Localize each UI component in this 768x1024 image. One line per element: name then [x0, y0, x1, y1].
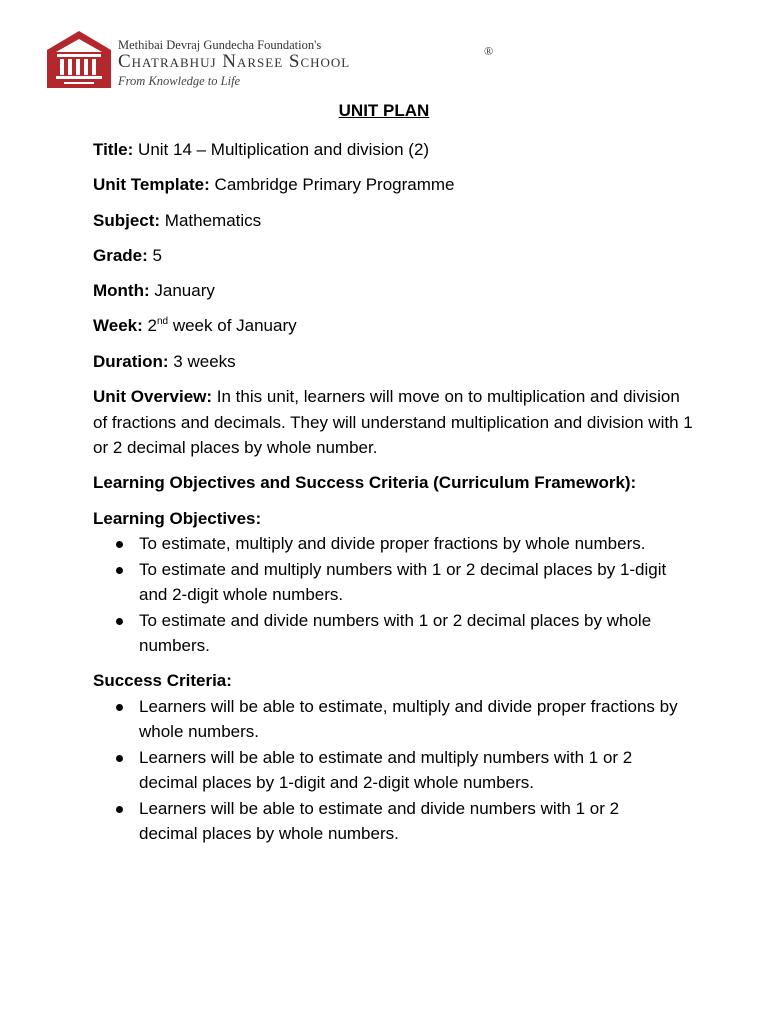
title-field [93, 137, 693, 163]
objectives-list [93, 531, 693, 659]
foundation-name: Methibai Devraj Gundecha Foundation's [118, 38, 322, 52]
field-value: Unit 14 – Multiplication and division (2) [138, 140, 430, 159]
month-field [93, 278, 693, 304]
criteria-heading: Success Criteria: [93, 671, 232, 691]
unit-overview [93, 384, 693, 461]
field-label: Subject: [93, 210, 161, 230]
week-number: 2 [147, 316, 157, 336]
field-label: Unit Template: [93, 175, 210, 195]
objectives-heading: Learning Objectives: [93, 508, 262, 528]
bullet-icon [116, 704, 123, 711]
section-heading: Learning Objectives and Success Criteria (Curriculum Framework): [93, 473, 637, 493]
bullet-icon [116, 541, 123, 548]
list-item [93, 745, 679, 796]
bullet-icon [116, 567, 123, 574]
list-item-text: Learners will be able to estimate and multiply numbers with 1 or 2 decimal places by 1-digit and 2-digit whole numbers. [139, 747, 633, 793]
field-value: 3 weeks [173, 351, 236, 371]
school-motto: From Knowledge to Life [118, 74, 241, 88]
field-value: week of January [172, 316, 297, 336]
duration-field [93, 349, 693, 375]
school-building-logo [46, 30, 112, 90]
unit-plan-content [93, 137, 693, 857]
field-label: Month: [93, 281, 150, 301]
field-value: 5 [152, 245, 162, 265]
week-field [93, 313, 693, 339]
week-ordinal-suffix: nd [156, 316, 169, 328]
field-label: Duration: [93, 351, 169, 371]
list-item [93, 531, 679, 557]
bullet-icon [116, 618, 123, 625]
field-label: Title: [93, 140, 134, 159]
field-label: Grade: [93, 245, 148, 265]
field-value: Cambridge Primary Programme [214, 175, 455, 195]
bullet-icon [116, 806, 123, 813]
list-item-text: Learners will be able to estimate and divide numbers with 1 or 2 decimal places by whole numbers. [139, 798, 620, 844]
list-item [93, 608, 679, 659]
list-item [93, 557, 679, 608]
bullet-icon [116, 755, 123, 762]
document-title: UNIT PLAN [338, 101, 430, 120]
subject-field [93, 208, 693, 234]
registered-mark: ® [484, 44, 494, 58]
field-value: Mathematics [164, 210, 262, 230]
list-item [93, 694, 679, 745]
list-item-text: To estimate and divide numbers with 1 or 2 decimal places by whole numbers. [139, 610, 652, 656]
list-item-text: To estimate and multiply numbers with 1 or 2 decimal places by 1-digit and 2-digit whole numbers. [139, 559, 667, 605]
letterhead [46, 30, 494, 92]
list-item-text: To estimate, multiply and divide proper fractions by whole numbers. [139, 534, 646, 554]
list-item-text: Learners will be able to estimate, multiply and divide proper fractions by whole numbers. [139, 696, 678, 742]
criteria-list [93, 694, 693, 847]
field-label: Week: [93, 316, 143, 336]
grade-field [93, 243, 693, 269]
field-value: January [154, 281, 215, 301]
template-field [93, 172, 693, 198]
list-item [93, 796, 679, 847]
school-name: Chatrabhuj Narsee School [118, 51, 351, 72]
overview-text: In this unit, learners will move on to multiplication and division of fractions and decimals. They will understand multiplication and division with 1 or 2 decimal places by whole number. [93, 387, 693, 458]
overview-label: Unit Overview: [93, 387, 213, 407]
